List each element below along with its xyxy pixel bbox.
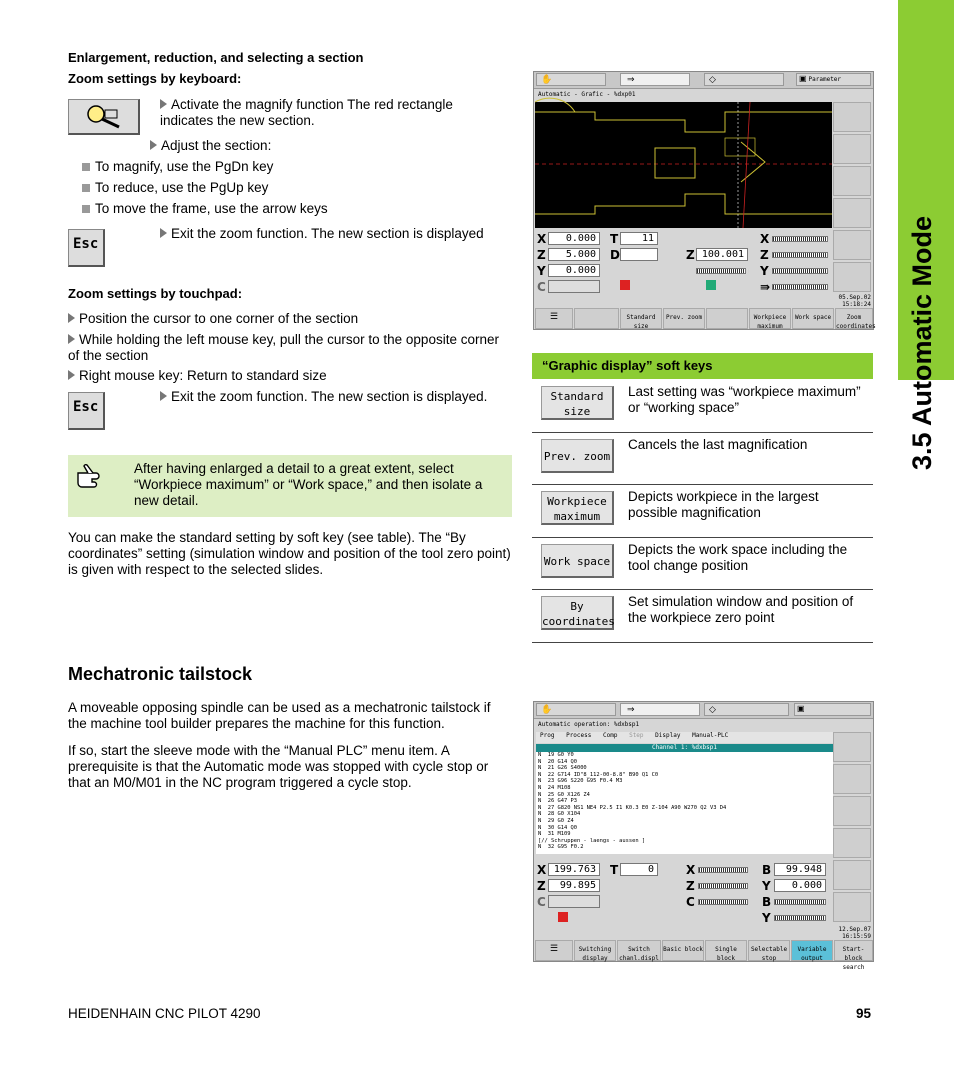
automatic-screen [533,701,874,971]
softkey-description: Depicts workpiece in the largest possible magnification [628,489,819,520]
axis-x2-label: X [686,863,696,877]
tab-parameter[interactable]: ▣ Parameter [796,73,871,86]
table-row [532,485,873,538]
b-readout: 99.948 [774,863,826,876]
d-readout [620,248,658,261]
graphic-screen [533,71,874,330]
menu-icon: ☰ [549,944,559,954]
tool-t-label: T [610,232,619,246]
t-readout: 11 [620,232,658,245]
vertical-softkey[interactable] [833,828,871,858]
note-box [68,455,512,517]
tab-machine[interactable] [536,703,616,716]
menu-comp[interactable]: Comp [603,732,618,739]
tab-program[interactable] [704,73,784,86]
nc-line[interactable]: N 23 G96 S220 G95 F0.4 M3 [538,778,623,785]
c-readout [548,895,600,908]
softkey-single-block[interactable]: Single block [705,940,747,961]
esc-key: Esc [68,392,105,430]
softkey-work-space[interactable]: Work space [792,308,834,329]
disk-icon: ▣ [797,704,805,713]
vertical-softkey[interactable] [833,732,871,762]
tp-exit: Exit the zoom function. The new section is displayed. [160,389,512,405]
softkey-switch-chanl-displ[interactable]: Switch chanl.displ [617,940,661,961]
table-row [532,380,873,433]
kb-bullet: To move the frame, use the arrow keys [82,201,328,217]
axis-x-label: X [537,863,547,877]
table-row [532,538,873,590]
z-readout: 5.000 [548,248,600,261]
z-readout: 99.895 [548,879,600,892]
load-bar [772,268,828,274]
nc-line[interactable]: N 32 G95 F0.2 [538,844,584,851]
channel-bar: Channel 1: %dxbsp1 [536,744,833,752]
nc-line[interactable]: N 28 G0 X104 [538,811,581,818]
kb-step-2: Adjust the section: [150,138,271,154]
tab-parameter[interactable] [794,703,871,716]
date-time: 05.Sep.02 15:18:24 [838,294,871,308]
nc-line[interactable]: N 20 G14 Q0 [538,758,577,765]
stop-icon [558,912,568,922]
menu-process[interactable]: Process [566,732,592,739]
y-readout: 0.000 [548,264,600,277]
load-bar [774,915,826,921]
spindle-load-label: ⇛ [760,280,771,294]
chapter-title: 3.5 Automatic Mode [907,215,937,470]
axis-b2-label: B [762,895,772,909]
footer-text: HEIDENHAIN CNC PILOT 4290 [68,1006,261,1021]
softkey-prev-zoom[interactable]: Prev. zoom [663,308,705,329]
load-bar [772,252,828,258]
screen-tabbar [534,702,873,719]
nc-line[interactable]: N 26 G47 P3 [538,798,577,805]
play-icon: ⇒ [627,74,635,84]
nc-line[interactable]: N 25 G0 X126 Z4 [538,791,590,798]
menu-step[interactable]: Step [629,732,644,739]
standard-setting-paragraph: You can make the standard setting by soft key (see table). The “By coordinates” setting (simulation window and position of the tool zero point) is given with respect to the selected slides. [68,530,511,577]
tp-step: Right mouse key: Return to standard size [68,368,327,384]
diamond-icon: ◇ [709,704,716,714]
nc-line[interactable]: N 24 M108 [538,784,571,791]
softkey-menu[interactable] [535,940,573,961]
nc-line[interactable]: [// Schruppen - laengs - aussen ] [538,837,646,844]
breadcrumb: Automatic - Grafic - %dxp01 [538,91,636,98]
softkey-standard-size[interactable]: Standard size [620,308,662,329]
tab-program[interactable] [704,703,789,716]
x-readout: 0.000 [548,232,600,245]
date-time: 12.Sep.07 16:15:59 [838,926,871,940]
esc-key: Esc [68,229,105,267]
z2-readout: 100.001 [696,248,748,261]
tool-d-label: D [610,248,620,262]
page-number: 95 [856,1006,872,1021]
menu-bar [536,732,836,743]
softkey-description: Last setting was “workpiece maximum” or “working space” [628,384,861,415]
t-readout: 0 [620,863,658,876]
softkey-prev-zoom-image: Prev. zoom [541,439,614,473]
magnify-key [68,99,140,135]
kb-bullet: To magnify, use the PgDn key [82,159,273,175]
softkey-workpiece-maximum[interactable]: Workpiece maximum [749,308,791,329]
load-bar [772,236,828,242]
axis-b-label: B [762,863,772,877]
screen-tabbar [534,72,873,89]
menu-manual-plc[interactable]: Manual-PLC [692,732,729,739]
tab-machine[interactable] [536,73,606,86]
spindle-x-label: X [760,232,770,246]
softkey-selectable-stop[interactable]: Selectable stop [748,940,790,961]
spindle-y-label: Y [760,264,769,278]
axis-x-label: X [537,232,547,246]
softkey-by-coordinates-image: By coordinates [541,596,614,630]
menu-icon: ☰ [549,312,559,322]
nc-line[interactable]: N 30 G14 Q0 [538,824,577,831]
softkey-work-space-image: Work space [541,544,614,578]
axis-c-label: C [537,280,546,294]
nc-line[interactable]: N 29 G0 Z4 [538,817,574,824]
load-bar [698,899,748,905]
magnifier-icon [69,100,137,132]
simulation-graphic [535,102,832,228]
softkey-description: Depicts the work space including the tool change position [628,542,848,573]
stop-icon [620,280,630,290]
nc-line[interactable]: N 19 G0 Y0 [538,752,574,758]
axis-c-label: C [537,895,546,909]
diamond-icon: ◇ [709,74,716,84]
section-heading: Enlargement, reduction, and selecting a section [68,50,364,65]
play-icon: ⇒ [627,704,635,714]
nc-program-list[interactable] [536,752,833,854]
vertical-softkey[interactable] [833,262,871,292]
load-bar [774,899,826,905]
softkey-variable-output[interactable]: Variable output [791,940,833,961]
axis-z2-label: Z [686,248,695,262]
kb-step-1: Activate the magnify function The red rectangle indicates the new section. [160,97,453,128]
axis-y-label: Y [762,879,771,893]
table-row [532,590,873,643]
tab-automatic[interactable] [620,73,690,86]
table-header: “Graphic display” soft keys [532,353,873,379]
feed-bar [696,268,746,274]
axis-z-label: Z [537,248,546,262]
softkey-start-block-search[interactable]: Start-block search [834,940,873,961]
softkey-workpiece-maximum-image: Workpiece maximum [541,491,614,525]
axis-z-label: Z [537,879,546,893]
softkey-zoom-coordinates[interactable]: Zoom coordinates [835,308,873,329]
touchpad-subheading: Zoom settings by touchpad: [68,286,243,301]
tp-step: While holding the left mouse key, pull the cursor to the opposite corner of the section [68,332,499,363]
nc-line[interactable]: N 21 G26 S4000 [538,765,587,772]
pointing-hand-icon [76,463,110,491]
vertical-softkey[interactable] [833,134,871,164]
load-bar [698,883,748,889]
x-readout: 199.763 [548,863,600,876]
vertical-softkey[interactable] [833,796,871,826]
c-readout [548,280,600,293]
softkey-menu[interactable] [535,308,573,329]
vertical-softkey[interactable] [833,860,871,890]
softkey-empty[interactable] [574,308,619,329]
tool-t-label: T [610,863,619,877]
y-readout: 0.000 [774,879,826,892]
axis-y-label: Y [537,264,546,278]
vertical-softkey[interactable] [833,230,871,260]
softkey-description: Set simulation window and position of the workpiece zero point [628,594,854,625]
hand-icon: ✋ [541,74,553,84]
softkey-empty[interactable] [706,308,748,329]
disk-icon: ▣ [799,74,807,83]
mechatronic-heading: Mechatronic tailstock [68,664,253,684]
nc-line[interactable]: N 31 M109 [538,831,571,838]
hand-icon: ✋ [541,704,553,714]
axis-z2-label: Z [686,879,695,893]
nc-line[interactable]: N 27 G820 NS1 NE4 P2.5 I1 K0.3 E0 Z-104 A90 W270 Q2 V3 D4 [538,804,727,811]
axis-c2-label: C [686,895,695,909]
mechatronic-para-1: A moveable opposing spindle can be used as a mechatronic tailstock if the machine tool builder prepares the machine for this function. [68,700,491,731]
tab-automatic[interactable] [620,703,700,716]
softkey-description: Cancels the last magnification [628,437,808,452]
mechatronic-para-2: If so, start the sleeve mode with the “Manual PLC” menu item. A prerequisite is that the Automatic mode was stopped with cycle stop or that an M0/M01 in the NC program triggered a cycle stop. [68,743,489,790]
load-bar [772,284,828,290]
note-text: After having enlarged a detail to a great extent, select “Workpiece maximum” or “Work space,” and then isolate a new detail. [134,461,483,508]
menu-prog[interactable]: Prog [540,732,555,739]
axis-y2-label: Y [762,911,771,925]
spindle-z-label: Z [760,248,769,262]
breadcrumb: Automatic operation: %dxbsp1 [538,721,640,728]
tp-step: Position the cursor to one corner of the section [68,311,358,327]
kb-bullet: To reduce, use the PgUp key [82,180,268,196]
vertical-softkey[interactable] [833,166,871,196]
vertical-softkey[interactable] [833,102,871,132]
nc-line[interactable]: N 22 G714 ID"8_112-00-8.8" B90 Q1 C0 [538,771,659,778]
keyboard-subheading: Zoom settings by keyboard: [68,71,242,86]
vertical-softkey[interactable] [833,198,871,228]
vertical-softkey[interactable] [833,892,871,922]
menu-display[interactable]: Display [655,732,681,739]
softkey-basic-block[interactable]: Basic block [662,940,704,961]
softkey-standard-size-image: Standard size [541,386,614,420]
load-bar [698,867,748,873]
kb-exit: Exit the zoom function. The new section is displayed [160,226,510,242]
softkey-switching-display[interactable]: Switching display [574,940,616,961]
table-row [532,433,873,485]
spindle-icon [706,280,716,290]
vertical-softkey[interactable] [833,764,871,794]
